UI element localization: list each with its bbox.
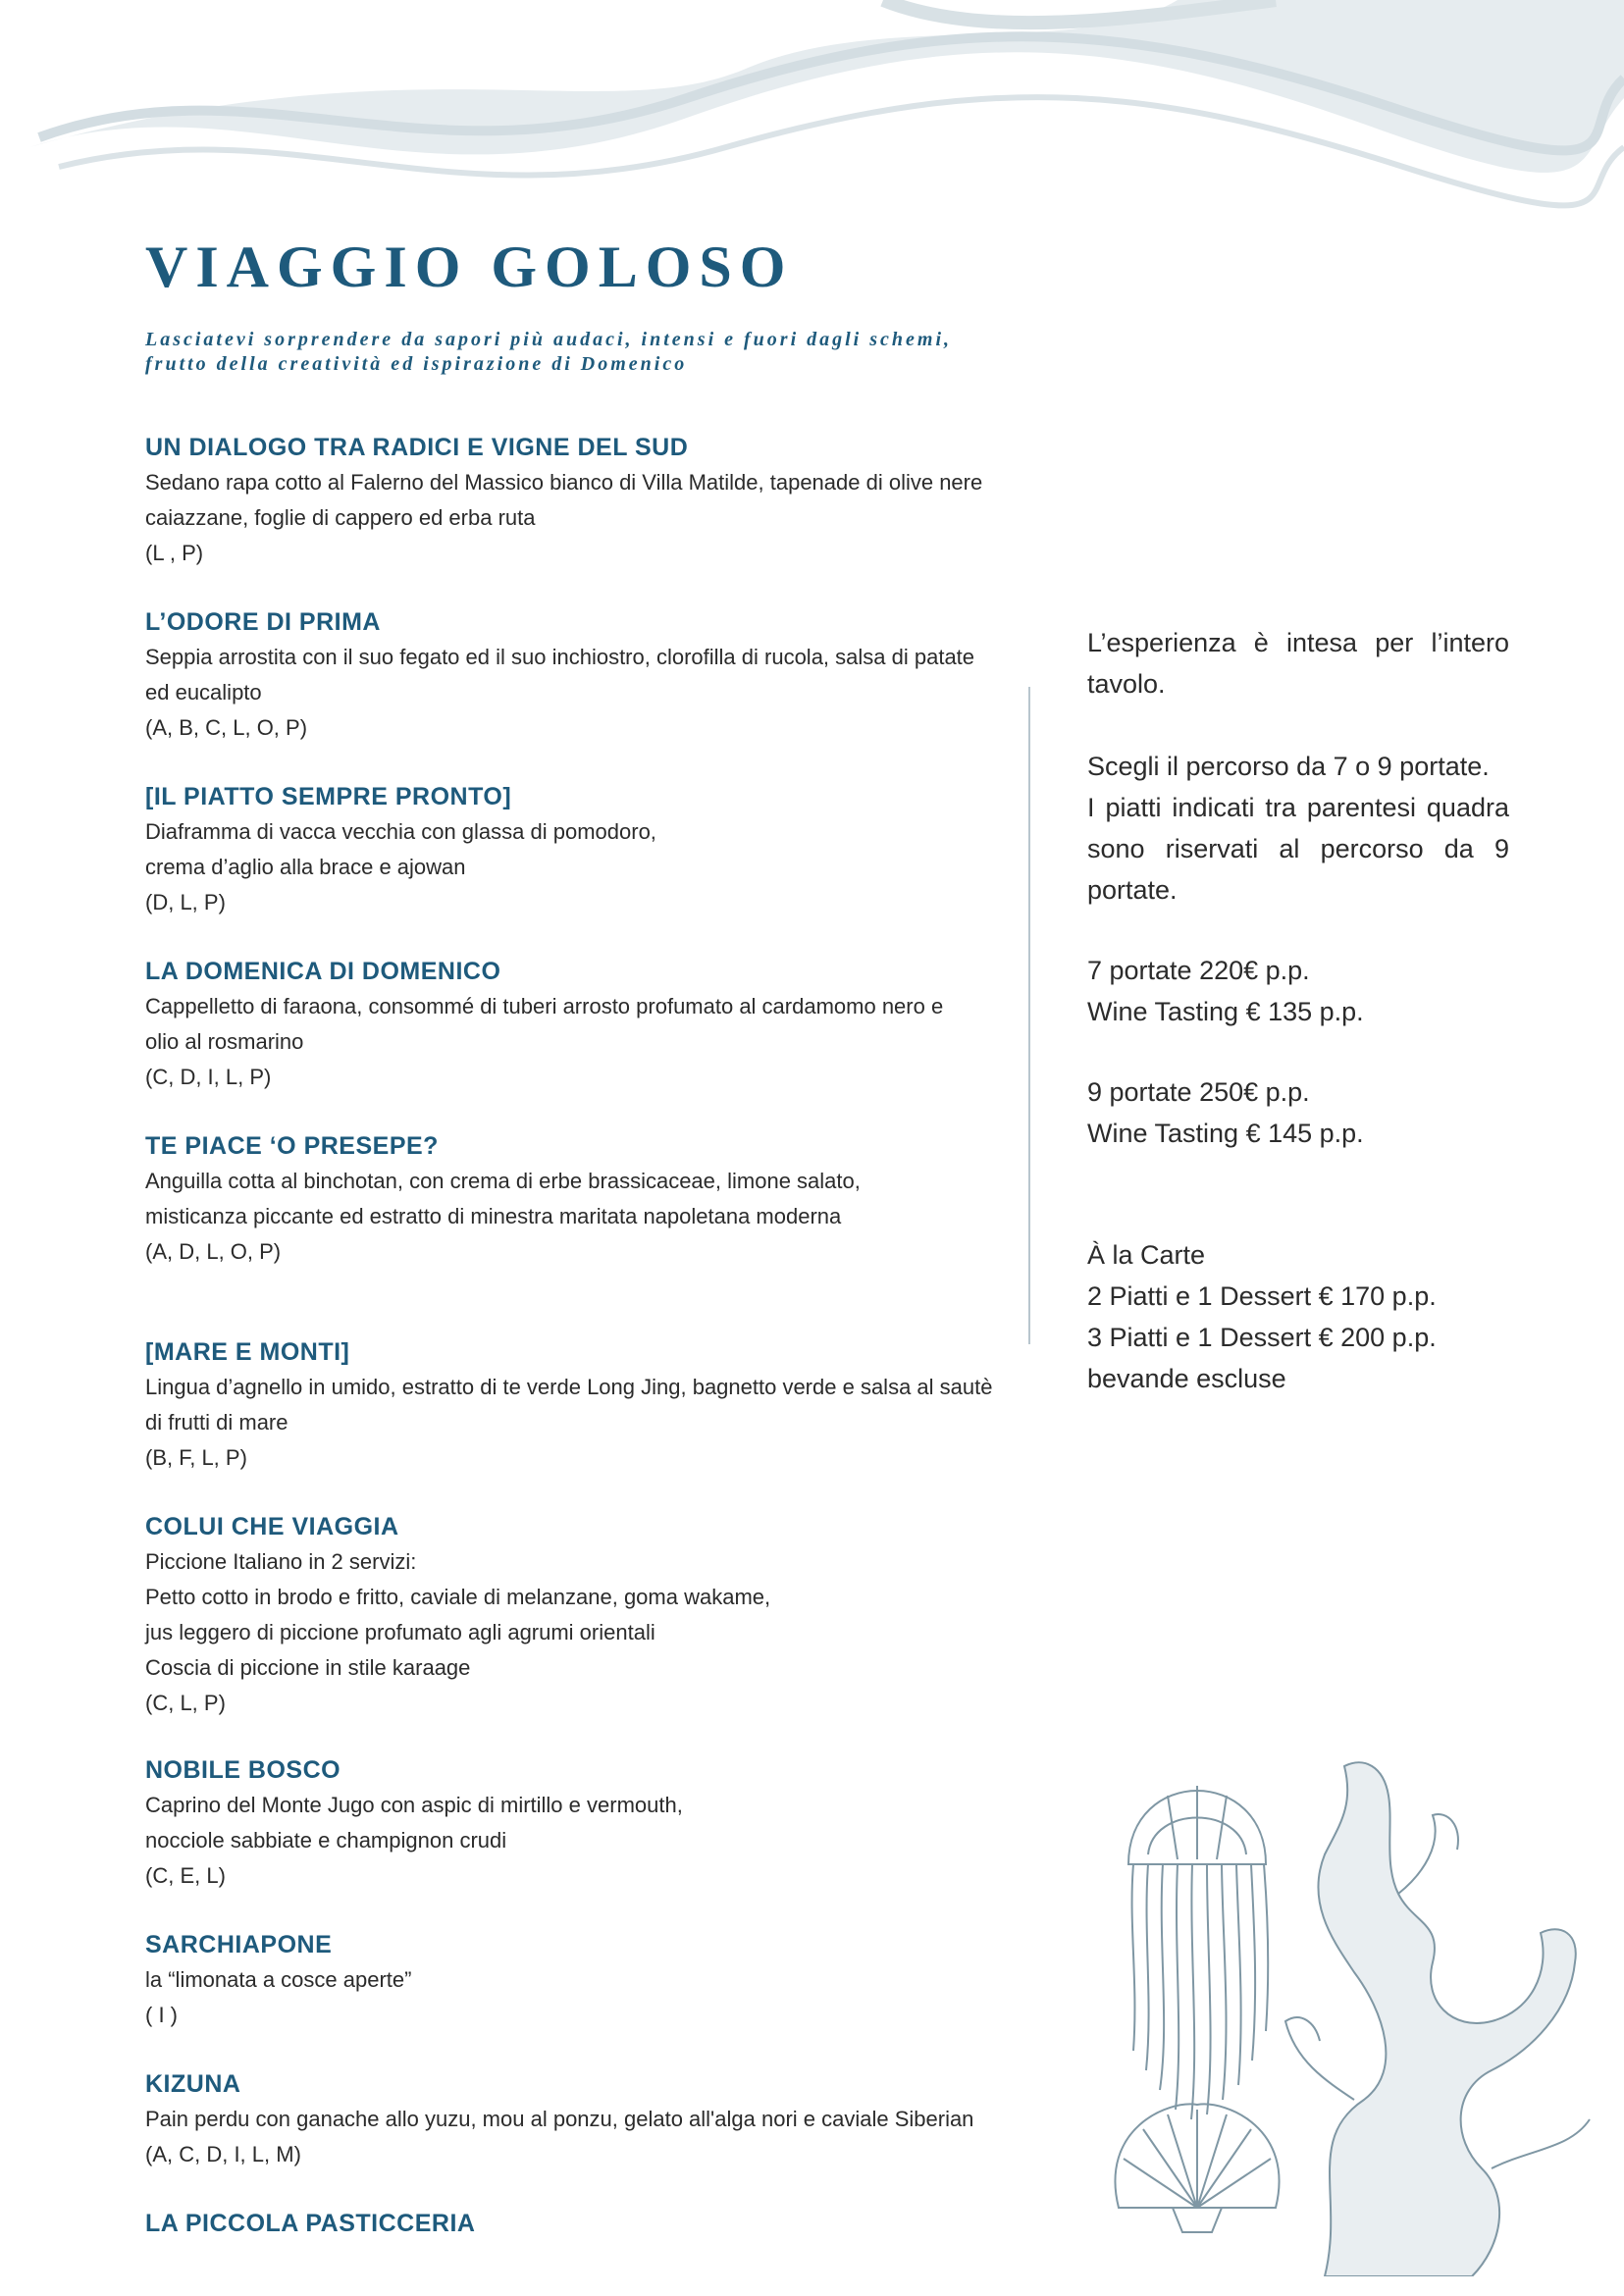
course-allergens: (A, B, C, L, O, P) [145,715,308,740]
course-title: [IL PIATTO SEMPRE PRONTO] [145,783,512,810]
price-line: 2 Piatti e 1 Dessert € 170 p.p. [1087,1281,1437,1311]
course-description: nocciole sabbiate e champignon crudi [145,1828,507,1852]
course-description: olio al rosmarino [145,1029,304,1054]
price-line: À la Carte [1087,1240,1206,1270]
info-line: sono riservati al percorso da 9 [1087,834,1509,863]
course-choice-note [1087,746,1509,911]
course-item [145,1752,1028,1894]
page-subtitle [145,328,952,377]
course-description: Sedano rapa cotto al Falerno del Massico bianco di Villa Matilde, tapenade di olive nere [145,470,983,495]
course-title: NOBILE BOSCO [145,1756,341,1784]
course-description: di frutti di mare [145,1410,288,1435]
course-item [145,2206,1028,2241]
price-7-courses [1087,950,1509,1032]
course-description: ed eucalipto [145,680,262,704]
course-description: Caprino del Monte Jugo con aspic di mirtillo e vermouth, [145,1793,683,1817]
coral-icon [1285,1762,1590,2276]
course-allergens: (L , P) [145,541,204,565]
price-line: 9 portate 250€ p.p. [1087,1077,1310,1107]
course-title: UN DIALOGO TRA RADICI E VIGNE DEL SUD [145,434,689,461]
course-item [145,1334,1028,1476]
course-item [145,430,1028,571]
price-line: Wine Tasting € 145 p.p. [1087,1119,1364,1148]
info-line: portate. [1087,875,1178,905]
page-title: VIAGGIO GOLOSO [145,235,794,299]
course-allergens: (D, L, P) [145,890,226,914]
course-allergens: (A, C, D, I, L, M) [145,2142,301,2166]
price-line: bevande escluse [1087,1364,1286,1393]
course-allergens: (C, D, I, L, P) [145,1065,272,1089]
a-la-carte [1087,1234,1509,1399]
course-allergens: (A, D, L, O, P) [145,1239,282,1264]
course-item [145,1128,1028,1270]
course-title: L’ODORE DI PRIMA [145,608,381,636]
course-description: crema d’aglio alla brace e ajowan [145,855,466,879]
course-description: misticanza piccante ed estratto di minestra maritata napoletana moderna [145,1204,842,1228]
course-item [145,1509,1028,1721]
course-description: la “limonata a cosce aperte” [145,1967,412,1992]
course-allergens: ( I ) [145,2003,178,2027]
course-description: jus leggero di piccione profumato agli agrumi orientali [145,1620,655,1644]
course-description: Pain perdu con ganache allo yuzu, mou al ponzu, gelato all'alga nori e caviale Siberian [145,2107,974,2131]
course-description: Lingua d’agnello in umido, estratto di te verde Long Jing, bagnetto verde e salsa al sautè [145,1375,993,1399]
info-line: Scegli il percorso da 7 o 9 portate. [1087,752,1490,781]
course-title: COLUI CHE VIAGGIA [145,1513,399,1540]
course-allergens: (C, E, L) [145,1863,226,1888]
price-line: Wine Tasting € 135 p.p. [1087,997,1364,1026]
price-line: 3 Piatti e 1 Dessert € 200 p.p. [1087,1323,1437,1352]
course-description: Anguilla cotta al binchotan, con crema di erbe brassicaceae, limone salato, [145,1169,861,1193]
course-description: Petto cotto in brodo e fritto, caviale di melanzane, goma wakame, [145,1585,771,1609]
course-title: [MARE E MONTI] [145,1338,350,1366]
course-title: LA DOMENICA DI DOMENICO [145,958,501,985]
subtitle-line: Lasciatevi sorprendere da sapori più audaci, intensi e fuori dagli schemi, [145,329,953,350]
course-title: LA PICCOLA PASTICCERIA [145,2210,476,2237]
subtitle-line: frutto della creatività ed ispirazione di Domenico [145,353,688,375]
course-item [145,954,1028,1095]
wave-decoration [0,0,1624,226]
info-line: L’esperienza è intesa per l’intero [1087,628,1509,657]
course-description: caiazzane, foglie di cappero ed erba ruta [145,505,536,530]
price-9-courses [1087,1071,1509,1154]
course-description: Coscia di piccione in stile karaage [145,1655,471,1680]
column-divider [1028,687,1030,1344]
course-allergens: (B, F, L, P) [145,1445,247,1470]
course-item [145,1927,1028,2033]
course-title: SARCHIAPONE [145,1931,333,1958]
course-description: Diaframma di vacca vecchia con glassa di pomodoro, [145,819,656,844]
course-item [145,779,1028,920]
course-description: Cappelletto di faraona, consommé di tuberi arrosto profumato al cardamomo nero e [145,994,944,1018]
price-line: 7 portate 220€ p.p. [1087,956,1310,985]
course-allergens: (C, L, P) [145,1691,226,1715]
sea-illustrations [1060,1727,1609,2276]
experience-note [1087,622,1509,704]
info-line: tavolo. [1087,669,1166,699]
course-title: KIZUNA [145,2070,241,2098]
course-item [145,2066,1028,2172]
scallop-shell-icon [1115,2104,1279,2232]
course-item [145,604,1028,746]
course-description: Piccione Italiano in 2 servizi: [145,1549,417,1574]
jellyfish-icon [1128,1786,1268,2119]
info-line: I piatti indicati tra parentesi quadra [1087,793,1509,822]
course-description: Seppia arrostita con il suo fegato ed il suo inchiostro, clorofilla di rucola, salsa di patate [145,645,975,669]
course-title: TE PIACE ‘O PRESEPE? [145,1132,439,1160]
